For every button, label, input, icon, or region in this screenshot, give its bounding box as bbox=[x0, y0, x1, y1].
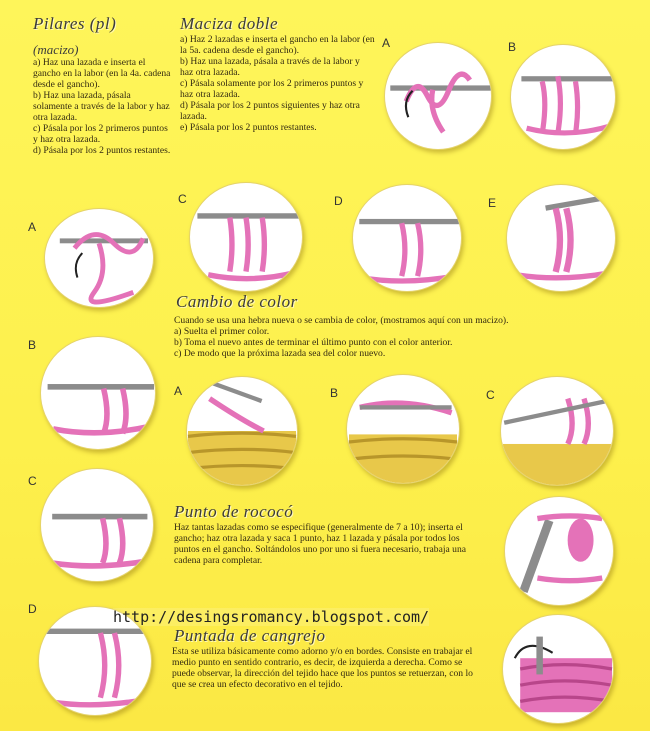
macizo-step-e: e) Pásala por los 2 puntos restantes. bbox=[180, 122, 317, 133]
label-pilares-d: D bbox=[28, 602, 37, 616]
pilares-step-c: c) Pásala por los 2 primeros puntos y haz otra lazada. bbox=[33, 123, 168, 145]
illustration-cambio-c bbox=[500, 376, 614, 486]
illustration-macizo-a bbox=[384, 42, 492, 150]
macizo-step-c: c) Pásala solamente por los 2 primeros puntos y haz otra lazada. bbox=[180, 78, 364, 100]
cambio-step-c: c) De modo que la próxima lazada sea del color nuevo. bbox=[174, 348, 386, 359]
illustration-cambio-b bbox=[346, 374, 460, 484]
illustration-pilares-c bbox=[40, 468, 154, 582]
label-macizo-e: E bbox=[488, 196, 497, 210]
illustration-macizo-b bbox=[510, 44, 616, 150]
macizo-doble-title: Maciza doble bbox=[180, 14, 279, 33]
label-macizo-c: C bbox=[178, 192, 187, 206]
pilares-step-a: a) Haz una lazada e inserta el gancho en la labor (en la 4a. cadena desde el gancho). bbox=[33, 57, 171, 90]
punto-rococo-title: Punto de rococó bbox=[174, 502, 294, 521]
puntada-cangrejo-text: Esta se utiliza básicamente como adorno y/o en bordes. Consiste en trabajar el medio punto en sentido contrario, es decir, de izquierda a derecha. Como se puede observar, la dirección del tejido hace que los puntos se retuerzan, con lo que se crea un efecto decorativo en el tejido. bbox=[172, 646, 473, 690]
watermark-url: http://desingsromancy.blogspot.com/ bbox=[113, 608, 430, 626]
cambio-color-text bbox=[174, 315, 624, 359]
pilares-title: Pilares (pl) bbox=[33, 14, 117, 33]
macizo-step-d: d) Pásala por los 2 puntos siguientes y haz otra lazada. bbox=[180, 100, 360, 122]
label-macizo-a: A bbox=[382, 36, 391, 50]
illustration-macizo-c bbox=[189, 182, 303, 292]
puntada-cangrejo-title: Puntada de cangrejo bbox=[174, 626, 326, 645]
label-cambio-a: A bbox=[174, 384, 183, 398]
illustration-cambio-a bbox=[186, 376, 298, 486]
label-pilares-a: A bbox=[28, 220, 37, 234]
macizo-step-b: b) Haz una lazada, pásala a través de la labor y haz otra lazada. bbox=[180, 56, 360, 78]
illustration-macizo-d bbox=[352, 184, 462, 292]
label-cambio-b: B bbox=[330, 386, 339, 400]
cambio-color-intro: Cuando se usa una hebra nueva o se cambia de color, (mostramos aquí con un macizo). bbox=[174, 315, 509, 326]
punto-rococo-text: Haz tantas lazadas como se especifique (generalmente de 7 a 10); inserta el gancho; haz otra lazada y saca 1 punto, haz 1 lazada y pásala por todos los puntos en el gancho. Soltándolos uno por uno si fuera necesario, trabaja una cadena para completar. bbox=[174, 522, 466, 566]
pilares-step-b: b) Haz una lazada, pásala solamente a través de la labor y haz otra lazada. bbox=[33, 90, 170, 123]
cambio-step-a: a) Suelta el primer color. bbox=[174, 326, 270, 337]
pilares-subtitle: (macizo) bbox=[33, 42, 79, 57]
cambio-step-b: b) Toma el nuevo antes de terminar el último punto con el color anterior. bbox=[174, 337, 453, 348]
macizo-step-a: a) Haz 2 lazadas e inserta el gancho en la labor (en la 5a. cadena desde el gancho). bbox=[180, 34, 375, 56]
illustration-pilares-b bbox=[40, 336, 156, 450]
illustration-macizo-e bbox=[506, 184, 616, 292]
pilares-steps bbox=[33, 57, 171, 156]
label-macizo-d: D bbox=[334, 194, 343, 208]
label-macizo-b: B bbox=[508, 40, 517, 54]
macizo-doble-steps bbox=[180, 34, 375, 133]
label-pilares-b: B bbox=[28, 338, 37, 352]
label-cambio-c: C bbox=[486, 388, 495, 402]
cambio-color-title: Cambio de color bbox=[176, 292, 298, 311]
illustration-rococo bbox=[504, 496, 614, 606]
label-pilares-c: C bbox=[28, 474, 37, 488]
illustration-cangrejo bbox=[502, 614, 614, 724]
pilares-step-d: d) Pásala por los 2 puntos restantes. bbox=[33, 145, 171, 156]
illustration-pilares-a bbox=[44, 208, 154, 308]
